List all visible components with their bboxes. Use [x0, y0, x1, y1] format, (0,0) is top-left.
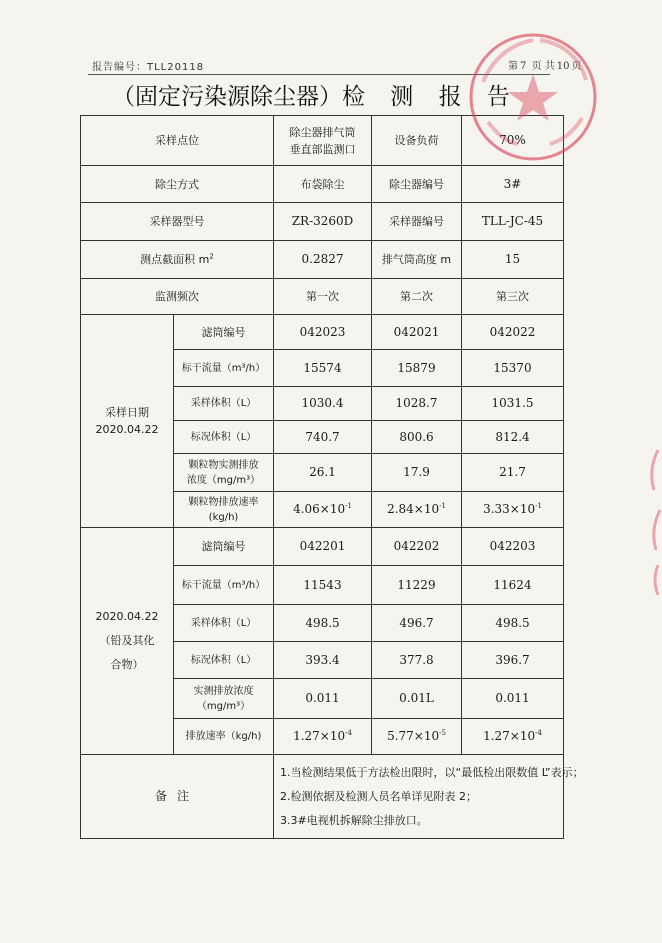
g1-rate-v3-exp: -1 — [535, 502, 542, 510]
g2-rate-v2-exp: -5 — [439, 729, 446, 737]
g2-filter-label: 滤筒编号 — [174, 528, 274, 566]
method-label: 除尘方式 — [81, 166, 274, 203]
stack-height-label: 排气筒高度 m — [372, 241, 462, 279]
remarks-label: 备注 — [81, 755, 274, 839]
g1-filter-v3: 042022 — [462, 315, 564, 350]
g1-row-filter — [81, 315, 564, 350]
page-mid: 页 共 — [531, 61, 555, 72]
area-label-cell — [81, 241, 274, 279]
g2-conc-label-line1: 实测排放浓度 — [193, 685, 254, 697]
g1-volume-v3: 1031.5 — [462, 387, 564, 421]
g1-rate-label-line2: (kg/h) — [208, 511, 239, 523]
g2-conc-label-line2: （mg/m³） — [196, 700, 251, 712]
sampler-no-label: 采样器编号 — [372, 203, 462, 241]
g1-volume-v2: 1028.7 — [372, 387, 462, 421]
title-main: （固定污染源除尘器） — [112, 84, 342, 110]
remark-line-2: 2.检测依据及检测人员名单详见附表 2； — [280, 789, 477, 803]
g1-group-label — [81, 315, 174, 528]
sampler-no-value: TLL-JC-45 — [462, 203, 564, 241]
freq-label: 监测频次 — [81, 279, 274, 315]
g1-volume-v1: 1030.4 — [274, 387, 372, 421]
g1-rate-v3-mantissa: 3.33×10 — [483, 502, 536, 516]
remark-line-3: 3.3#电视机拆解除尘排放口。 — [280, 813, 428, 827]
g1-label-line1: 采样日期 — [105, 406, 149, 419]
g1-filter-label: 滤筒编号 — [174, 315, 274, 350]
method-value: 布袋除尘 — [274, 166, 372, 203]
g2-label-line3: 合物） — [110, 658, 144, 671]
g1-filter-v1: 042023 — [274, 315, 372, 350]
page-prefix: 第 — [508, 61, 518, 72]
g2-std-volume-v3: 396.7 — [462, 642, 564, 679]
g2-conc-label — [174, 679, 274, 719]
g1-rate-v1-exp: -1 — [345, 502, 352, 510]
g2-flow-v1: 11543 — [274, 566, 372, 605]
g1-std-volume-v1: 740.7 — [274, 421, 372, 454]
data-table — [80, 115, 584, 839]
g1-conc-v2: 17.9 — [372, 454, 462, 492]
g1-conc-label-line2: 浓度（mg/m³） — [186, 474, 261, 486]
run-3: 第三次 — [462, 279, 564, 315]
row-area — [81, 241, 564, 279]
g2-row-filter — [81, 528, 564, 566]
sampler-model-value: ZR-3260D — [274, 203, 372, 241]
load-label: 设备负荷 — [372, 116, 462, 166]
sampling-point-line2: 垂直部监测口 — [289, 142, 356, 156]
row-method — [81, 166, 564, 203]
g2-rate-v3-mantissa: 1.27×10 — [483, 729, 536, 743]
g1-rate-label-line1: 颗粒物排放速率 — [188, 496, 259, 508]
g1-conc-v1: 26.1 — [274, 454, 372, 492]
g1-conc-v3: 21.7 — [462, 454, 564, 492]
g2-flow-v3: 11624 — [462, 566, 564, 605]
page-total: 10 — [556, 61, 570, 72]
collector-no-label: 除尘器编号 — [372, 166, 462, 203]
g2-rate-v3 — [462, 719, 564, 755]
g1-flow-label: 标干流量（m³/h） — [174, 350, 274, 387]
row-sampling-point — [81, 116, 564, 166]
row-remarks — [81, 755, 564, 839]
g2-volume-v2: 496.7 — [372, 605, 462, 642]
area-value: 0.2827 — [274, 241, 372, 279]
sampling-point-value — [274, 116, 372, 166]
g2-rate-v2 — [372, 719, 462, 755]
g1-conc-label — [174, 454, 274, 492]
page-number: 7 — [520, 61, 527, 72]
g1-flow-v1: 15574 — [274, 350, 372, 387]
g1-filter-v2: 042021 — [372, 315, 462, 350]
g1-flow-v3: 15370 — [462, 350, 564, 387]
g2-std-volume-v2: 377.8 — [372, 642, 462, 679]
report-title — [112, 78, 532, 111]
row-sampler — [81, 203, 564, 241]
sampling-point-label: 采样点位 — [81, 116, 274, 166]
g2-label-line1: 2020.04.22 — [95, 610, 159, 623]
g2-conc-v3: 0.011 — [462, 679, 564, 719]
g1-std-volume-v3: 812.4 — [462, 421, 564, 454]
g2-rate-v1-mantissa: 1.27×10 — [293, 729, 346, 743]
area-label: 测点截面积 m — [140, 253, 210, 266]
sampling-point-line1: 除尘器排气筒 — [289, 125, 356, 139]
g1-rate-v2-exp: -1 — [439, 502, 446, 510]
g1-std-volume-v2: 800.6 — [372, 421, 462, 454]
g2-group-label — [81, 528, 174, 755]
edge-seal-marks — [640, 440, 662, 600]
g2-std-volume-label: 标况体积（L） — [174, 642, 274, 679]
stack-height-value: 15 — [462, 241, 564, 279]
g2-volume-v1: 498.5 — [274, 605, 372, 642]
g1-rate-label — [174, 492, 274, 528]
g2-filter-v1: 042201 — [274, 528, 372, 566]
g2-filter-v3: 042203 — [462, 528, 564, 566]
remark-line-1: 1.当检测结果低于方法检出限时，以“最低检出限数值 L”表示； — [280, 765, 584, 779]
g1-volume-label: 采样体积（L） — [174, 387, 274, 421]
g2-rate-v3-exp: -4 — [535, 729, 542, 737]
g2-std-volume-v1: 393.4 — [274, 642, 372, 679]
g1-rate-v2-mantissa: 2.84×10 — [387, 502, 440, 516]
g2-flow-v2: 11229 — [372, 566, 462, 605]
g1-rate-v1 — [274, 492, 372, 528]
run-2: 第二次 — [372, 279, 462, 315]
g2-volume-v3: 498.5 — [462, 605, 564, 642]
remarks-notes — [274, 755, 584, 839]
g1-rate-v1-mantissa: 4.06×10 — [293, 502, 346, 516]
sampler-model-label: 采样器型号 — [81, 203, 274, 241]
g2-flow-label: 标干流量（m³/h） — [174, 566, 274, 605]
g1-flow-v2: 15879 — [372, 350, 462, 387]
g1-std-volume-label: 标况体积（L） — [174, 421, 274, 454]
g2-volume-label: 采样体积（L） — [174, 605, 274, 642]
page-suffix: 页 — [571, 61, 582, 72]
g2-rate-v1-exp: -4 — [345, 729, 352, 737]
header-rule — [88, 74, 550, 75]
g2-rate-v1 — [274, 719, 372, 755]
report-number: 报告编号：TLL20118 — [92, 62, 205, 73]
area-sup: 2 — [209, 252, 214, 261]
g2-filter-v2: 042202 — [372, 528, 462, 566]
g2-label-line2: （铅及其化 — [99, 634, 155, 647]
g2-rate-v2-mantissa: 5.77×10 — [387, 729, 440, 743]
g2-rate-label: 排放速率（kg/h) — [174, 719, 274, 755]
collector-no-value: 3# — [462, 166, 564, 203]
g1-label-line2: 2020.04.22 — [95, 423, 159, 436]
g1-conc-label-line1: 颗粒物实测排放 — [188, 459, 259, 471]
g2-conc-v2: 0.01L — [372, 679, 462, 719]
row-frequency — [81, 279, 564, 315]
run-1: 第一次 — [274, 279, 372, 315]
title-suffix: 检 测 报 告 — [342, 84, 519, 110]
g2-conc-v1: 0.011 — [274, 679, 372, 719]
load-value: 70% — [462, 116, 564, 166]
page-indicator — [508, 57, 583, 72]
g1-rate-v2 — [372, 492, 462, 528]
g1-rate-v3 — [462, 492, 564, 528]
